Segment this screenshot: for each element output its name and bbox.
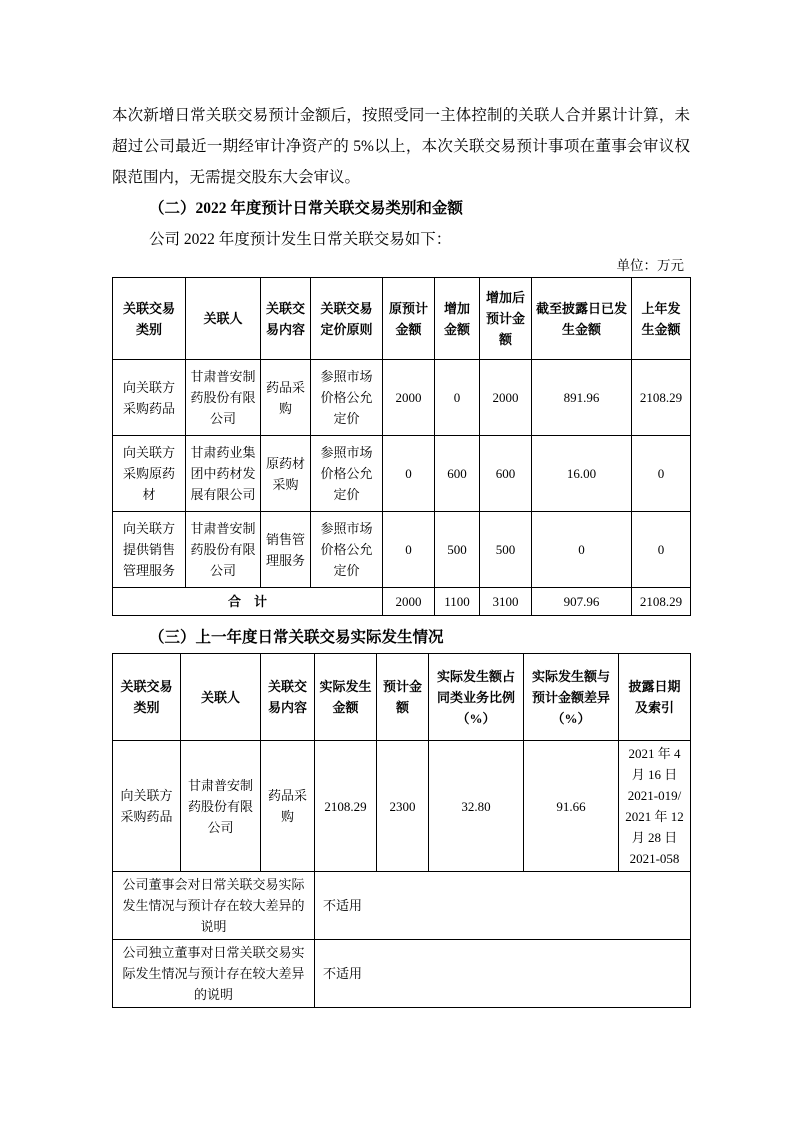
section-2-intro: 公司 2022 年度预计发生日常关联交易如下：	[149, 231, 452, 248]
table-cell: 向关联方提供销售管理服务	[113, 512, 186, 588]
column-header: 关联交易类别	[113, 654, 181, 741]
table-cell: 2021 年 4 月 16 日 2021-019/ 2021 年 12 月 28 日 2021-058	[619, 741, 691, 872]
table-cell: 32.80	[429, 741, 524, 872]
table-cell: 500	[480, 512, 532, 588]
table-note-row	[113, 940, 691, 1008]
column-header: 实际发生额占同类业务比例（%）	[429, 654, 524, 741]
table-row	[113, 360, 691, 436]
column-header: 关联交易定价原则	[311, 278, 383, 360]
table-cell: 0	[383, 436, 435, 512]
column-header: 原预计金额	[383, 278, 435, 360]
column-header: 披露日期及索引	[619, 654, 691, 741]
note-label-cell: 公司董事会对日常关联交易实际发生情况与预计存在较大差异的说明	[113, 872, 315, 940]
table-cell: 2108.29	[632, 360, 691, 436]
table-cell: 甘肃药业集团中药材发展有限公司	[186, 436, 261, 512]
column-header: 预计金额	[377, 654, 429, 741]
previous-year-transactions-table	[112, 653, 691, 1008]
table-cell: 891.96	[532, 360, 632, 436]
table-cell: 2000	[480, 360, 532, 436]
table-cell: 药品采购	[261, 360, 311, 436]
table-header-row	[113, 278, 691, 360]
note-value-cell: 不适用	[315, 940, 691, 1008]
section-heading-3: （三）上一年度日常关联交易实际发生情况	[149, 629, 444, 646]
table-cell: 600	[480, 436, 532, 512]
table-row	[113, 512, 691, 588]
table-cell: 3100	[480, 588, 532, 616]
table-cell: 2108.29	[315, 741, 377, 872]
expected-transactions-table	[112, 277, 691, 616]
table-cell: 907.96	[532, 588, 632, 616]
table-cell: 参照市场价格公允定价	[311, 360, 383, 436]
column-header: 截至披露日已发生金额	[532, 278, 632, 360]
table-total-row	[113, 588, 691, 616]
table-cell: 2300	[377, 741, 429, 872]
table-cell: 甘肃普安制药股份有限公司	[186, 512, 261, 588]
table-cell: 500	[435, 512, 480, 588]
table-header-row	[113, 654, 691, 741]
column-header: 增加金额	[435, 278, 480, 360]
table-cell: 向关联方采购原药材	[113, 436, 186, 512]
table-cell: 2108.29	[632, 588, 691, 616]
column-header: 关联交易类别	[113, 278, 186, 360]
table-cell: 91.66	[524, 741, 619, 872]
table-cell: 0	[632, 436, 691, 512]
total-label-cell: 合 计	[113, 588, 383, 616]
table-cell: 药品采购	[261, 741, 315, 872]
table-row	[113, 436, 691, 512]
note-value-cell: 不适用	[315, 872, 691, 940]
unit-label: 单位：万元	[616, 258, 684, 273]
column-header: 增加后预计金额	[480, 278, 532, 360]
table-cell: 甘肃普安制药股份有限公司	[186, 360, 261, 436]
table-cell: 0	[383, 512, 435, 588]
column-header: 实际发生额与预计金额差异（%）	[524, 654, 619, 741]
table-cell: 销售管理服务	[261, 512, 311, 588]
table-cell: 0	[435, 360, 480, 436]
table-cell: 0	[532, 512, 632, 588]
table-cell: 向关联方采购药品	[113, 360, 186, 436]
table-cell: 2000	[383, 588, 435, 616]
note-label-cell: 公司独立董事对日常关联交易实际发生情况与预计存在较大差异的说明	[113, 940, 315, 1008]
table-cell: 向关联方采购药品	[113, 741, 181, 872]
column-header: 关联人	[186, 278, 261, 360]
column-header: 实际发生金额	[315, 654, 377, 741]
table-cell: 甘肃普安制药股份有限公司	[181, 741, 261, 872]
table-cell: 600	[435, 436, 480, 512]
intro-paragraph: 本次新增日常关联交易预计金额后，按照受同一主体控制的关联人合并累计计算，未超过公司最近一期经审计净资产的 5%以上，本次关联交易预计事项在董事会审议权限范围内，无需提交股东大会审议。	[112, 107, 690, 186]
table-cell: 1100	[435, 588, 480, 616]
table-cell: 2000	[383, 360, 435, 436]
column-header: 关联交易内容	[261, 654, 315, 741]
column-header: 关联交易内容	[261, 278, 311, 360]
column-header: 关联人	[181, 654, 261, 741]
table-cell: 原药材采购	[261, 436, 311, 512]
table-cell: 0	[632, 512, 691, 588]
section-heading-2: （二）2022 年度预计日常关联交易类别和金额	[149, 200, 463, 217]
table-cell: 16.00	[532, 436, 632, 512]
table-row	[113, 741, 691, 872]
column-header: 上年发生金额	[632, 278, 691, 360]
table-note-row	[113, 872, 691, 940]
table-cell: 参照市场价格公允定价	[311, 436, 383, 512]
table-cell: 参照市场价格公允定价	[311, 512, 383, 588]
